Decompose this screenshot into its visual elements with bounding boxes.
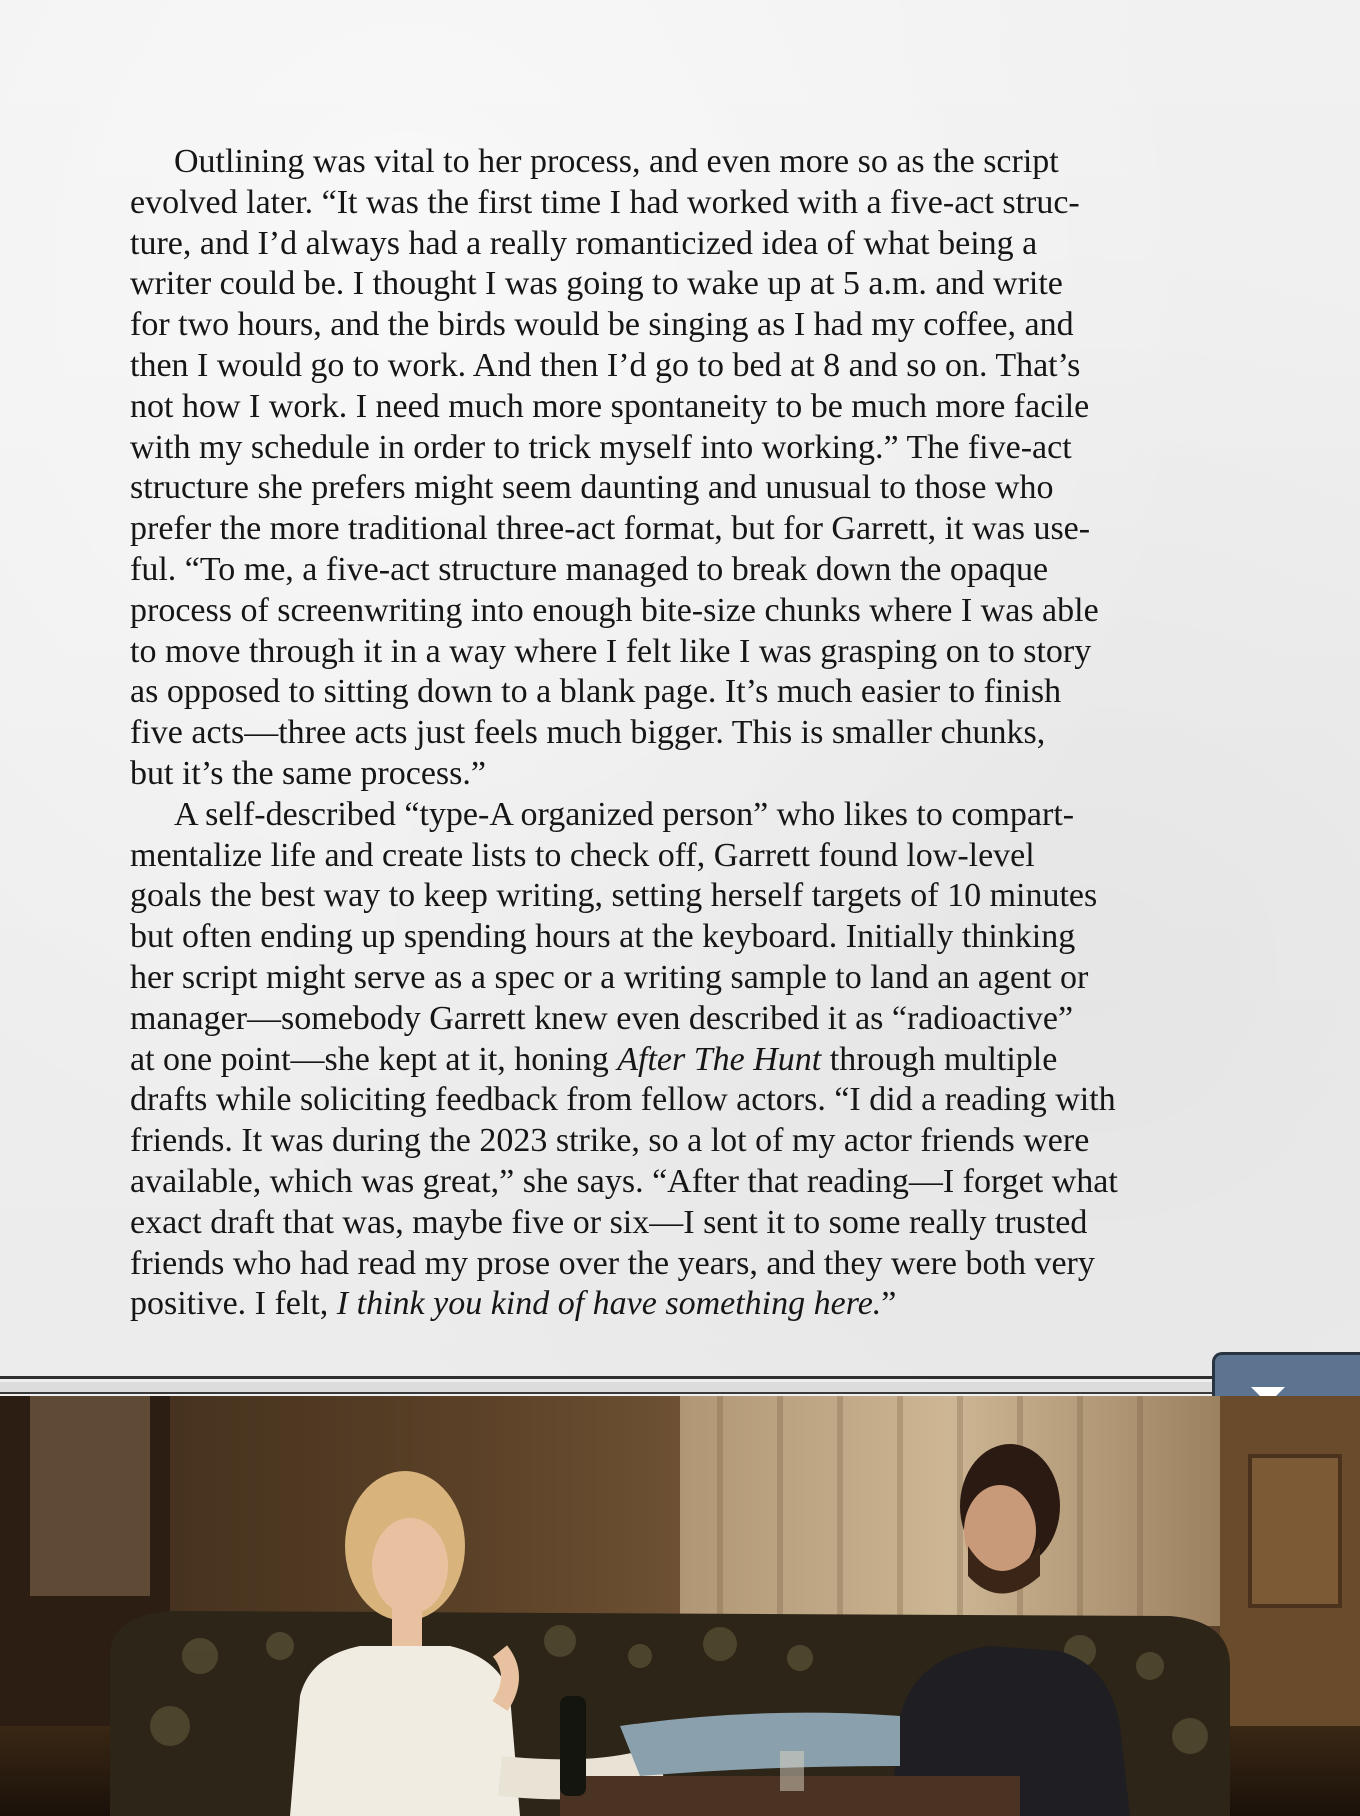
text-line: process of screenwriting into enough bite-size chunks where I was able bbox=[130, 591, 1099, 629]
text-line: exact draft that was, maybe five or six—I sent it to some really trusted bbox=[130, 1203, 1088, 1241]
text-line: as opposed to sitting down to a blank page. It’s much easier to finish bbox=[130, 673, 1062, 711]
film-title: After The Hunt bbox=[617, 1040, 822, 1078]
text-run: at one point—she kept at it, honing bbox=[130, 1040, 618, 1078]
wine-glass bbox=[780, 1751, 804, 1791]
text-line: goals the best way to keep writing, setting herself targets of 10 minutes bbox=[130, 877, 1098, 915]
text-run: positive. I felt, bbox=[130, 1285, 337, 1323]
text-line: writer could be. I thought I was going to wake up at 5 a.m. and write bbox=[130, 265, 1063, 303]
text-line: not how I work. I need much more spontaneity to be much more facile bbox=[130, 387, 1090, 425]
text-line: ful. “To me, a five-act structure managed to break down the opaque bbox=[130, 550, 1049, 588]
text-line: friends. It was during the 2023 strike, so a lot of my actor friends were bbox=[130, 1122, 1090, 1160]
italic-quote: I think you kind of have something here. bbox=[336, 1285, 882, 1323]
text-line: Outlining was vital to her process, and even more so as the script bbox=[174, 143, 1059, 180]
text-line: evolved later. “It was the first time I had worked with a five-act struc- bbox=[130, 183, 1080, 221]
text-line bbox=[130, 1284, 1240, 1325]
text-line: available, which was great,” she says. “After that reading—I forget what bbox=[130, 1162, 1118, 1200]
paragraph-2 bbox=[130, 795, 1240, 1325]
text-line: then I would go to work. And then I’d go to bed at 8 and so on. That’s bbox=[130, 346, 1081, 384]
film-still-image bbox=[0, 1396, 1360, 1816]
text-run: ” bbox=[881, 1285, 897, 1323]
text-line: A self-described “type-A organized person” who likes to compart- bbox=[174, 795, 1075, 833]
text-line: for two hours, and the birds would be singing as I had my coffee, and bbox=[130, 306, 1074, 344]
left-curtain bbox=[30, 1396, 150, 1596]
wine-bottle bbox=[560, 1696, 586, 1796]
text-line bbox=[130, 1040, 1240, 1081]
text-line: five acts—three acts just feels much bigger. This is smaller chunks, bbox=[130, 714, 1046, 752]
text-line: mentalize life and create lists to check off, Garrett found low-level bbox=[130, 836, 1035, 874]
text-line: structure she prefers might seem daunting and unusual to those who bbox=[130, 469, 1054, 507]
text-line: prefer the more traditional three-act format, but for Garrett, it was use- bbox=[130, 510, 1091, 548]
door-panel bbox=[1250, 1456, 1340, 1606]
text-line: but it’s the same process.” bbox=[130, 754, 486, 792]
text-line: with my schedule in order to trick myself into working.” The five-act bbox=[130, 428, 1072, 466]
text-line: ture, and I’d always had a really romanticized idea of what being a bbox=[130, 224, 1038, 262]
text-run: through multiple bbox=[821, 1040, 1058, 1078]
text-line: to move through it in a way where I felt like I was grasping on to story bbox=[130, 632, 1092, 670]
section-divider bbox=[0, 1376, 1222, 1379]
paragraph-1 bbox=[130, 142, 1240, 795]
text-line: manager—somebody Garrett knew even described it as “radioactive” bbox=[130, 999, 1074, 1037]
text-line: but often ending up spending hours at the keyboard. Initially thinking bbox=[130, 918, 1076, 956]
article-body bbox=[130, 142, 1240, 1325]
section-divider-band bbox=[0, 1382, 1222, 1394]
text-line: friends who had read my prose over the years, and they were both very bbox=[130, 1244, 1095, 1282]
text-line: drafts while soliciting feedback from fellow actors. “I did a reading with bbox=[130, 1081, 1116, 1119]
text-line: her script might serve as a spec or a writing sample to land an agent or bbox=[130, 958, 1089, 996]
